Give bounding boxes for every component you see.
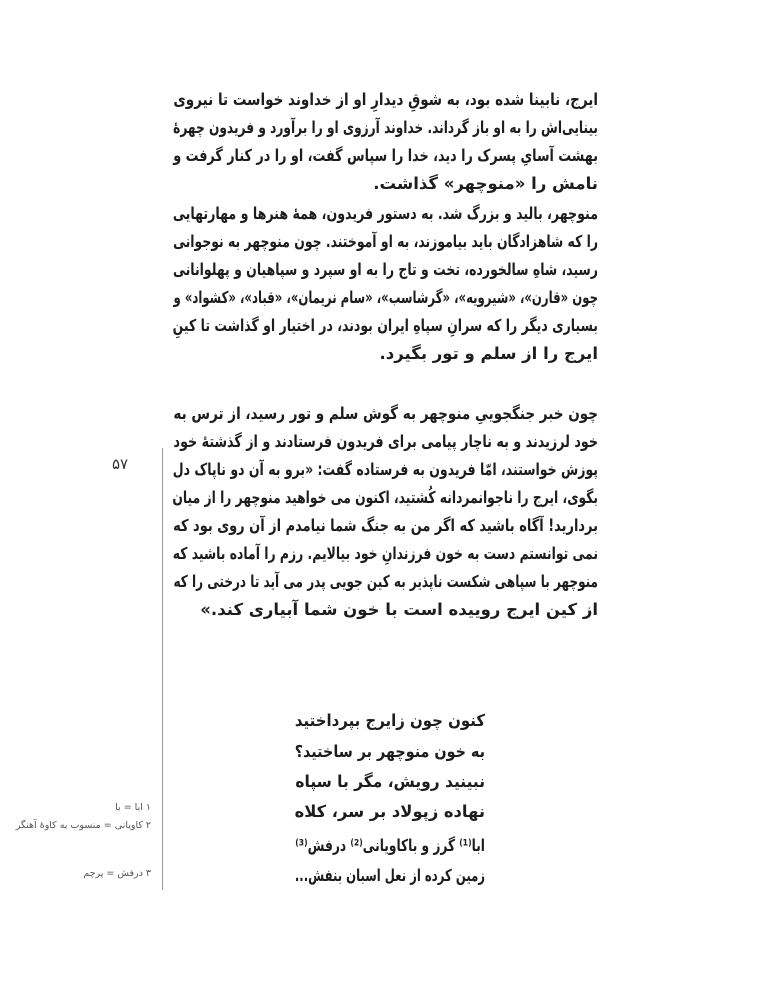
footnote: ۲ کاویانی = منسوب به کاوهٔ آهنگر — [15, 820, 151, 831]
text-line: نمی توانستم دست به خون فرزندانِ خود بیالایم. رزم را آماده باشید که — [172, 544, 598, 563]
poem-line: به خون منوچهر بر ساختید؟ — [294, 742, 485, 761]
text-line: ایرج را از سلم و تور بگیرد. — [379, 344, 598, 363]
poem-line: نهاده زپولاد بر سر، کلاه — [294, 802, 485, 821]
text-line: منوچهر، بالید و بزرگ شد. به دستور فریدون، همهٔ هنرها و مهارتهایی — [172, 204, 598, 223]
margin-rule — [162, 448, 163, 890]
page-number: ۵۷ — [112, 455, 129, 473]
text-line: منوچهر با سپاهی شکست ناپذیر به کین جویی پدر می آید تا درختی را که — [173, 572, 598, 591]
text-line: چون خبر جنگجوییِ منوچهر به گوش سلم و تور رسید، از ترس به — [173, 404, 598, 423]
text-line: چون «قارن»، «شیرویه»، «گرشاسب»، «سام نریمان»، «قباد»، «کشواد» و — [173, 288, 598, 307]
poem-line: کنون چون زایرج بپرداختید — [294, 711, 485, 730]
text-line: پوزش خواستند، امّا فریدون به فرستاده گفت: «برو به آن دو ناپاک دل — [172, 460, 598, 479]
text-line: ایرج، نابینا شده بود، به شوقِ دیدارِ او از خداوند خواست تا نیروی — [173, 90, 598, 109]
text-line: رسید، شاهِ سالخورده، تخت و تاج را به او سپرد و سپاهیان و پهلوانانی — [172, 260, 598, 279]
text-line: بسیاری دیگر را که سرانِ سپاهِ ایران بودند، در اختیار او گذاشت تا کینِ — [172, 316, 599, 335]
text-line: را که شاهزادگان باید بیاموزند، به او آموختند. چون منوچهر به نوجوانی — [173, 232, 598, 251]
text-line: خود لرزیدند و به ناچار پیامی برای فریدون فرستادند و از گذشتهٔ خود — [173, 432, 598, 451]
text-line: بردارید! آگاه باشید که اگر من به جنگ شما نیامدم از آن روی بود که — [173, 516, 598, 535]
text-line: از کین ایرج روییده است با خون شما آبیاری کند.» — [200, 600, 598, 619]
poem-line: زمین کرده از نعل اسبان بنفش... — [294, 866, 485, 885]
text-line: نامش را «منوچهر» گذاشت. — [373, 174, 598, 193]
footnote: ۱ ابا = با — [115, 802, 151, 813]
text-line: بینایی‌اش را به او باز گرداند. خداوند آرزوی او را برآورد و فریدون چهرهٔ — [173, 118, 598, 137]
poem-line: ابا⁽¹⁾ گرز و باکاویانی⁽²⁾ درفش⁽³⁾ — [295, 836, 485, 855]
text-line: بگوی، ایرج را ناجوانمردانه کُشتید، اکنون می خواهید منوچهر را از میان — [172, 488, 598, 507]
poem-line: نبینید رویش، مگر با سپاه — [295, 772, 485, 791]
text-line: بهشت آسایِ پسرک را دید، خدا را سپاس گفت، او را در کنار گرفت و — [173, 146, 599, 165]
footnote: ۳ درفش = پرچم — [83, 868, 151, 879]
